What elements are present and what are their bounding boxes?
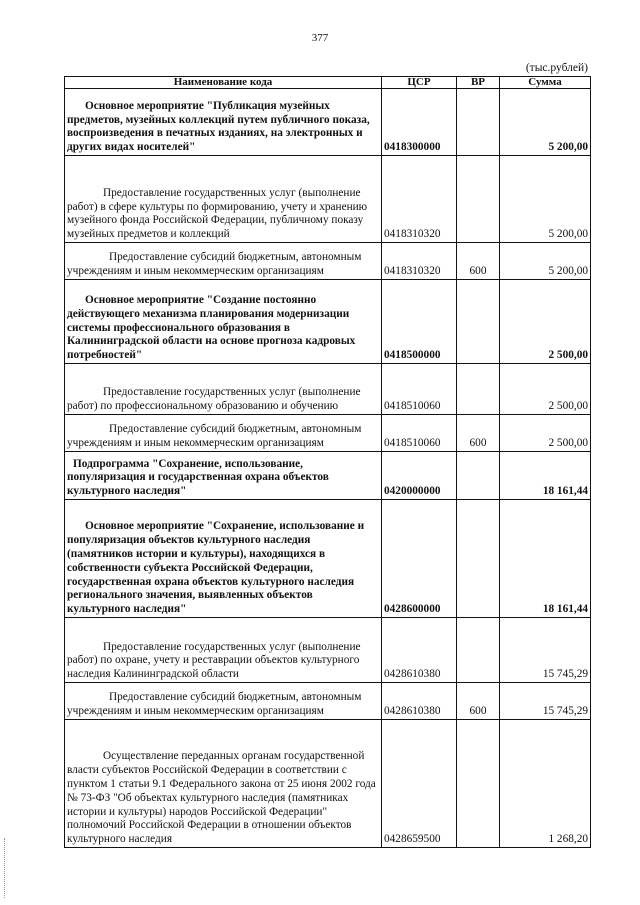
row-sum: 15 745,29	[500, 683, 591, 720]
row-sum: 15 745,29	[500, 618, 591, 683]
table-row	[65, 415, 591, 452]
row-vr: 600	[457, 683, 500, 720]
table-row	[65, 243, 591, 280]
table-row	[65, 452, 591, 500]
row-sum: 18 161,44	[500, 500, 591, 618]
row-vr	[457, 364, 500, 415]
column-header-vr: ВР	[457, 77, 500, 89]
row-vr	[457, 156, 500, 243]
table-row	[65, 280, 591, 364]
row-sum: 2 500,00	[500, 364, 591, 415]
row-name: Осуществление переданных органам государственной власти субъектов Российской Федерации в соответствии с пунктом 1 статьи 9.1 Федерального закона от 25 июня 2002 года № 73-ФЗ "Об объектах культурного наследия (памятниках истории и культуры) народов Российской Федерации" полномочий Российской Федерации в отношении объектов культурного наследия	[67, 750, 376, 846]
row-name: Основное мероприятие "Создание постоянно действующего механизма планирования модернизации системы профессионального образования в Калининградской области на основе прогноза кадровых потребностей"	[67, 294, 356, 362]
scan-margin-marks	[4, 838, 11, 898]
row-name-cell	[65, 364, 382, 415]
row-csr: 0428610380	[382, 618, 457, 683]
row-sum: 5 200,00	[500, 243, 591, 280]
row-name-cell	[65, 156, 382, 243]
row-name: Предоставление государственных услуг (выполнение работ) по охране, учету и реставрации объектов культурного наследия Калининградской области	[67, 640, 361, 681]
row-vr	[457, 500, 500, 618]
row-csr: 0418500000	[382, 280, 457, 364]
row-sum: 5 200,00	[500, 156, 591, 243]
table-row	[65, 89, 591, 156]
row-vr	[457, 452, 500, 500]
row-csr: 0418510060	[382, 364, 457, 415]
row-name-cell	[65, 720, 382, 848]
row-csr: 0420000000	[382, 452, 457, 500]
row-name-cell	[65, 89, 382, 156]
row-name: Предоставление субсидий бюджетным, автономным учреждениям и иным некоммерческим организациям	[67, 251, 362, 278]
column-header-name: Наименование кода	[65, 77, 382, 89]
row-sum: 1 268,20	[500, 720, 591, 848]
row-name-cell	[65, 415, 382, 452]
units-label: (тыс.рублей)	[525, 62, 588, 74]
row-name-cell	[65, 500, 382, 618]
table-row	[65, 618, 591, 683]
row-name: Предоставление государственных услуг (выполнение работ) в сфере культуры по формированию, учету и хранению музейного фонда Российской Федерации, публичному показу музейных предметов и коллекций	[67, 186, 368, 241]
table-row	[65, 683, 591, 720]
row-vr	[457, 720, 500, 848]
row-csr: 0428659500	[382, 720, 457, 848]
row-name: Предоставление государственных услуг (выполнение работ) по профессиональному образованию и обучению	[67, 386, 361, 413]
row-vr: 600	[457, 243, 500, 280]
row-vr	[457, 89, 500, 156]
row-csr: 0418510060	[382, 415, 457, 452]
row-name-cell	[65, 280, 382, 364]
row-name-cell	[65, 683, 382, 720]
column-header-csr: ЦСР	[382, 77, 457, 89]
row-csr: 0418310320	[382, 243, 457, 280]
row-vr	[457, 618, 500, 683]
row-name-cell	[65, 618, 382, 683]
row-vr: 600	[457, 415, 500, 452]
row-csr: 0428600000	[382, 500, 457, 618]
row-name-cell	[65, 452, 382, 500]
row-sum: 18 161,44	[500, 452, 591, 500]
table-row	[65, 500, 591, 618]
table-row	[65, 364, 591, 415]
row-name-cell	[65, 243, 382, 280]
row-name: Основное мероприятие "Сохранение, использование и популяризация объектов культурного наследия (памятников истории и культуры), находящихся в собственности субъекта Российской Федерации, государственная охрана объектов культурного наследия регионального значения, выявленных объектов культурного наследия"	[67, 520, 365, 616]
row-name: Основное мероприятие "Публикация музейных предметов, музейных коллекций путем публичного показа, воспроизведения в печатных изданиях, на электронных и других видах носителей"	[67, 99, 370, 154]
row-csr: 0418300000	[382, 89, 457, 156]
table-row	[65, 720, 591, 848]
row-vr	[457, 280, 500, 364]
row-csr: 0418310320	[382, 156, 457, 243]
row-sum: 2 500,00	[500, 415, 591, 452]
table-header-row	[65, 77, 591, 89]
row-name: Подпрограмма "Сохранение, использование, популяризация и государственная охрана объектов культурного наследия"	[67, 457, 329, 498]
row-name: Предоставление субсидий бюджетным, автономным учреждениям и иным некоммерческим организациям	[67, 691, 362, 718]
page-number: 377	[311, 32, 329, 44]
column-header-sum: Сумма	[500, 77, 591, 89]
budget-table	[64, 76, 591, 848]
row-sum: 5 200,00	[500, 89, 591, 156]
table-row	[65, 156, 591, 243]
row-name: Предоставление субсидий бюджетным, автономным учреждениям и иным некоммерческим организациям	[67, 423, 362, 450]
row-sum: 2 500,00	[500, 280, 591, 364]
row-csr: 0428610380	[382, 683, 457, 720]
